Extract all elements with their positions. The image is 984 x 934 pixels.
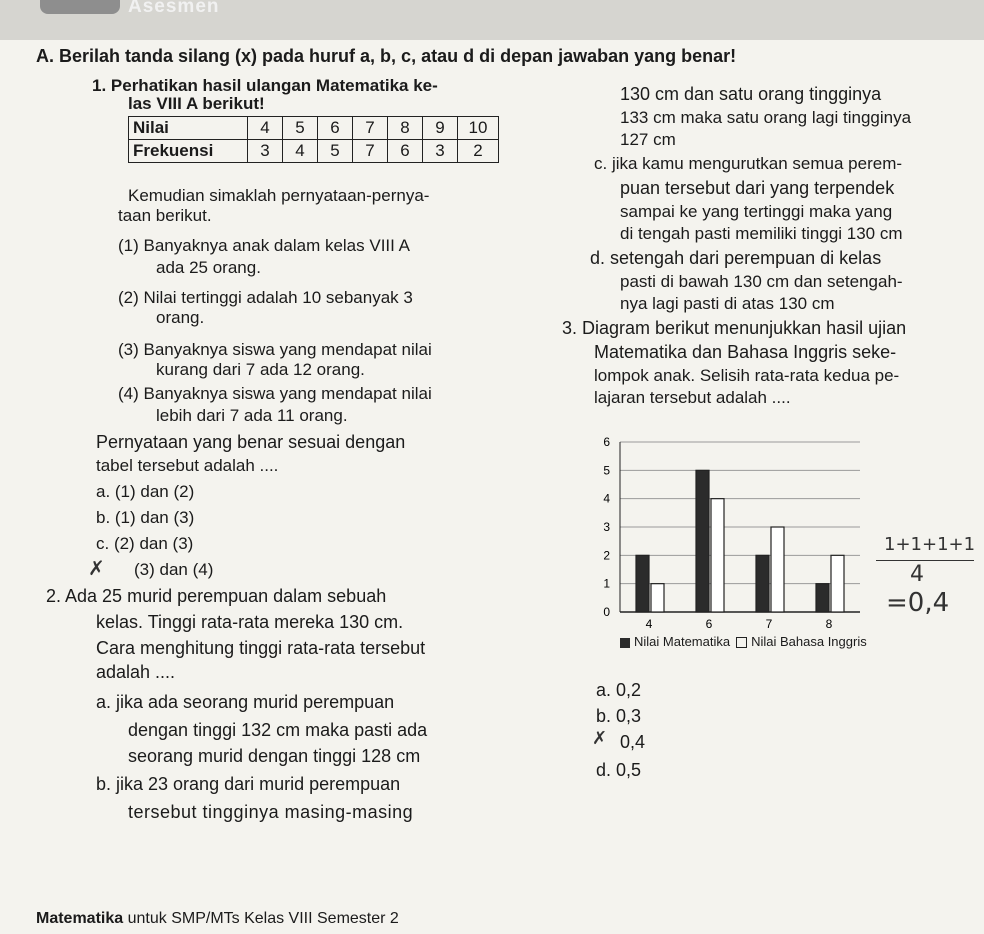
q2-option-a-line1[interactable]: a. jika ada seorang murid perempuan: [96, 692, 395, 712]
q2-option-b-line3: 130 cm dan satu orang tingginya: [620, 84, 882, 104]
x-tick-label: 6: [705, 617, 713, 631]
table-cell: 7: [353, 140, 388, 163]
bar-bahasa-inggris: [771, 527, 784, 612]
handwritten-result: =0,4: [886, 588, 950, 618]
y-tick-label: 0: [603, 605, 610, 619]
q2-option-c-line1[interactable]: c. jika kamu mengurutkan semua perem-: [594, 154, 903, 173]
table-cell: 5: [318, 140, 353, 163]
q1-option-b[interactable]: b. (1) dan (3): [96, 508, 195, 527]
q1-question-line1: Pernyataan yang benar sesuai dengan: [96, 432, 406, 452]
table-cell: 3: [423, 140, 458, 163]
q2-line1: 2. Ada 25 murid perempuan dalam sebuah: [46, 586, 387, 606]
footer-subject: Matematika: [36, 910, 124, 927]
x-tick-label: 7: [765, 617, 773, 631]
y-tick-label: 1: [603, 576, 610, 591]
footer-rest: untuk SMP/MTs Kelas VIII Semester 2: [127, 910, 399, 927]
q3-option-c[interactable]: 0,4: [620, 732, 646, 752]
section-a-instruction: A. Berilah tanda silang (x) pada huruf a, b, c, atau d di depan jawaban yang benar!: [36, 46, 737, 66]
q1-statement-3a: (3) Banyaknya siswa yang mendapat nilai: [118, 340, 432, 359]
q2-option-d-line2: pasti di bawah 130 cm dan setengah-: [620, 272, 903, 291]
answer-cross-mark-icon: ✗: [592, 728, 608, 749]
table-cell: 6: [388, 140, 423, 163]
q3-line1: 3. Diagram berikut menunjukkan hasil ujian: [562, 318, 907, 338]
q2-option-d-line3: nya lagi pasti di atas 130 cm: [620, 294, 835, 313]
bar-bahasa-inggris: [651, 584, 664, 612]
q2-option-a-line2: dengan tinggi 132 cm maka pasti ada: [128, 720, 428, 740]
q3-line2: Matematika dan Bahasa Inggris seke-: [594, 342, 897, 362]
y-tick-label: 4: [603, 491, 610, 506]
legend-math-swatch: [620, 638, 630, 648]
handwritten-sum: 1+1+1+1: [884, 534, 976, 555]
q3-line4: lajaran tersebut adalah ....: [594, 388, 791, 407]
legend-math-label: Nilai Matematika: [634, 634, 731, 649]
table-cell: 7: [353, 117, 388, 140]
legend-english-swatch: [736, 637, 747, 648]
page-footer: [36, 910, 399, 928]
q1-intro-line2: las VIII A berikut!: [128, 94, 265, 113]
q1-prompt-line2: taan berikut.: [118, 206, 212, 225]
q1-statement-2a: (2) Nilai tertinggi adalah 10 sebanyak 3: [118, 288, 413, 307]
q2-option-a-line3: seorang murid dengan tinggi 128 cm: [128, 746, 421, 766]
header-title: Asesmen: [128, 0, 220, 17]
q1-option-c[interactable]: c. (2) dan (3): [96, 534, 194, 553]
q1-statement-1b: ada 25 orang.: [156, 258, 261, 277]
header-tab-shape: [40, 0, 120, 14]
q2-option-b-line5: 127 cm: [620, 130, 676, 149]
handwritten-denominator: 4: [910, 562, 924, 587]
q2-option-c-line2: puan tersebut dari yang terpendek: [620, 178, 895, 198]
q2-option-b-line2: tersebut tingginya masing-masing: [128, 802, 414, 822]
q1-statement-2b: orang.: [156, 308, 205, 327]
q1-option-d[interactable]: (3) dan (4): [134, 560, 214, 579]
chart-legend: [620, 634, 867, 649]
frequency-table: [128, 116, 499, 163]
y-tick-label: 6: [603, 435, 610, 449]
table-header-frekuensi: Frekuensi: [129, 140, 248, 163]
q2-option-c-line4: di tengah pasti memiliki tinggi 130 cm: [620, 224, 903, 243]
q1-statement-4b: lebih dari 7 ada 11 orang.: [156, 406, 348, 425]
q3-option-a[interactable]: a. 0,2: [596, 680, 642, 700]
q1-statement-4a: (4) Banyaknya siswa yang mendapat nilai: [118, 384, 432, 403]
table-cell: 10: [458, 117, 499, 140]
q1-statement-1a: (1) Banyaknya anak dalam kelas VIII A: [118, 236, 410, 255]
handwritten-fraction-line: [876, 560, 974, 561]
q3-option-b[interactable]: b. 0,3: [596, 706, 642, 726]
y-tick-label: 5: [603, 463, 610, 478]
table-cell: 6: [318, 117, 353, 140]
q2-line2: kelas. Tinggi rata-rata mereka 130 cm.: [96, 612, 404, 632]
q1-prompt-line1: Kemudian simaklah pernyataan-pernya-: [128, 186, 430, 205]
bar-matematika: [636, 555, 649, 612]
legend-english-label: Nilai Bahasa Inggris: [751, 634, 867, 649]
q2-line3: Cara menghitung tinggi rata-rata tersebut: [96, 638, 426, 658]
bar-chart: [590, 424, 880, 654]
q2-option-c-line3: sampai ke yang tertinggi maka yang: [620, 202, 893, 221]
bar-bahasa-inggris: [831, 555, 844, 612]
table-cell: 4: [283, 140, 318, 163]
q2-option-b-line1[interactable]: b. jika 23 orang dari murid perempuan: [96, 774, 401, 794]
table-cell: 8: [388, 117, 423, 140]
table-row: [129, 117, 499, 140]
table-cell: 2: [458, 140, 499, 163]
table-row: [129, 140, 499, 163]
q1-statement-3b: kurang dari 7 ada 12 orang.: [156, 360, 365, 379]
table-cell: 9: [423, 117, 458, 140]
q1-intro-line1: 1. Perhatikan hasil ulangan Matematika ke-: [92, 76, 438, 95]
q2-option-d-line1[interactable]: d. setengah dari perempuan di kelas: [590, 248, 882, 268]
q1-option-a[interactable]: a. (1) dan (2): [96, 482, 195, 501]
table-header-nilai: Nilai: [129, 117, 248, 140]
y-tick-label: 3: [603, 520, 610, 534]
q1-question-line2: tabel tersebut adalah ....: [96, 456, 279, 475]
x-tick-label: 4: [645, 617, 653, 631]
table-cell: 5: [283, 117, 318, 140]
q3-option-d[interactable]: d. 0,5: [596, 760, 642, 780]
bar-matematika: [696, 470, 709, 612]
header-bar: [0, 0, 984, 40]
table-cell: 4: [248, 117, 283, 140]
q2-option-b-line4: 133 cm maka satu orang lagi tingginya: [620, 108, 912, 127]
answer-cross-mark-icon: ✗: [88, 556, 105, 580]
bar-matematika: [816, 584, 829, 612]
bar-bahasa-inggris: [711, 499, 724, 612]
q2-line4: adalah ....: [96, 662, 176, 682]
q3-line3: lompok anak. Selisih rata-rata kedua pe-: [594, 366, 900, 385]
bar-matematika: [756, 555, 769, 612]
table-cell: 3: [248, 140, 283, 163]
y-tick-label: 2: [603, 548, 610, 563]
x-tick-label: 8: [825, 617, 833, 631]
